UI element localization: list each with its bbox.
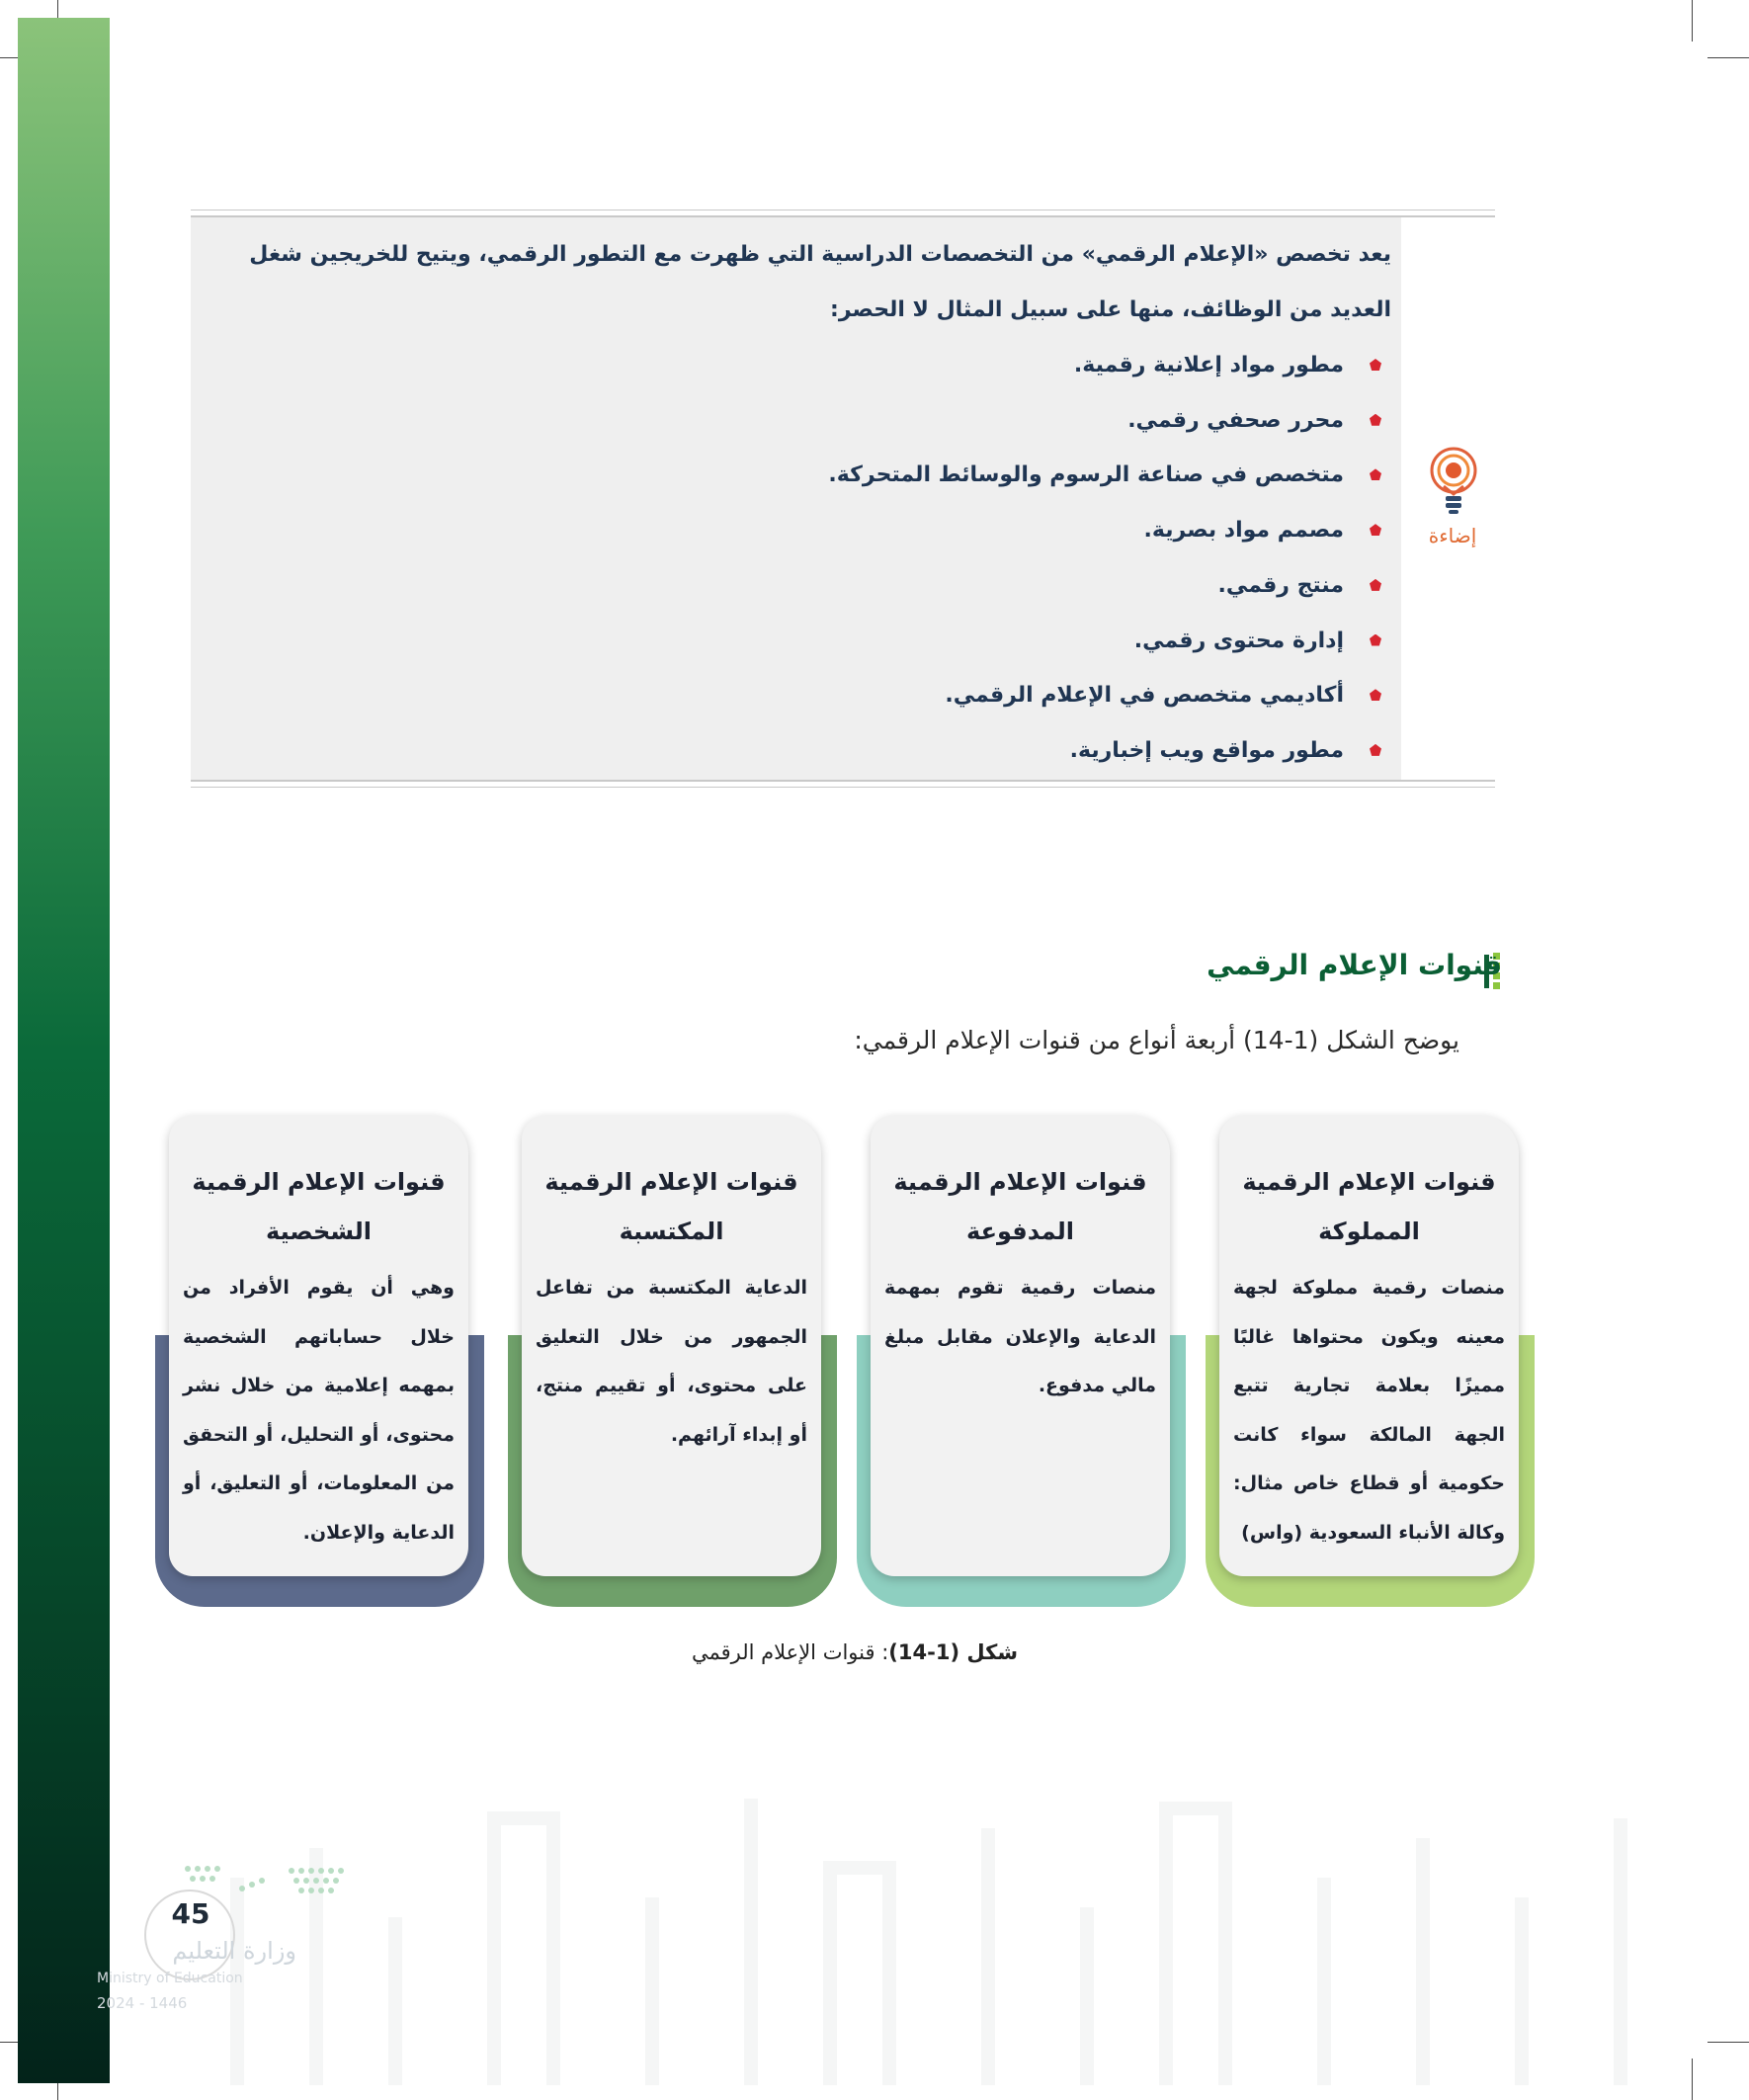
crop-mark	[1707, 57, 1749, 58]
lightbulb-icon	[1428, 447, 1479, 516]
ministry-logo-english: Ministry of Education	[97, 1971, 243, 1986]
card-title: قنوات الإعلام الرقمية المدفوعة	[893, 1168, 1147, 1245]
card-body: الدعاية المكتسبة من تفاعل الجمهور من خلال التعليق على محتوى، أو تقييم منتج، أو إبداء آرائهم.	[536, 1277, 807, 1446]
card-owned-media	[1206, 1116, 1535, 1607]
crop-mark	[1692, 0, 1693, 42]
card-paid-media	[857, 1116, 1186, 1607]
career-list	[215, 338, 1391, 779]
sidebar-gradient-strip	[18, 18, 110, 2083]
bullet-icon	[1370, 468, 1381, 480]
info-box-intro: يعد تخصص «الإعلام الرقمي» من التخصصات الدراسية التي ظهرت مع التطور الرقمي، ويتيح للخريجين شغل العديد من الوظائف، منها على سبيل المثال لا الحصر:	[249, 242, 1391, 322]
edition-year: 2024 - 1446	[97, 1994, 188, 2012]
bullet-icon	[1370, 524, 1381, 536]
list-item: مصمم مواد بصرية.	[215, 503, 1391, 558]
card-inner	[522, 1116, 821, 1576]
section-intro: يوضح الشكل (1-14) أربعة أنواع من قنوات الإعلام الرقمي:	[854, 1026, 1459, 1054]
info-box-label: إضاءة	[1428, 524, 1477, 547]
list-item: مطور مواقع ويب إخبارية.	[215, 723, 1391, 779]
list-item: متخصص في صناعة الرسوم والوسائط المتحركة.	[215, 448, 1391, 503]
card-inner	[1219, 1116, 1519, 1576]
card-personal-media	[155, 1116, 484, 1607]
page-number: 45	[171, 1897, 210, 1930]
card-title: قنوات الإعلام الرقمية المكتسبة	[544, 1168, 798, 1245]
bullet-icon	[1370, 634, 1381, 646]
figure-caption	[593, 1640, 1018, 1664]
card-body: منصات رقمية مملوكة لجهة معينه ويكون محتواها غالبًا مميزًا بعلامة تجارية تتبع الجهة المالكة سواء كانت حكومية أو قطاع خاص مثال: وكالة الأنباء السعودية (واس)	[1233, 1277, 1505, 1544]
bullet-icon	[1370, 689, 1381, 701]
card-inner	[871, 1116, 1170, 1576]
crop-mark	[1707, 2042, 1749, 2043]
info-box-bottom-rule	[191, 780, 1495, 788]
list-item: أكاديمي متخصص في الإعلام الرقمي.	[215, 668, 1391, 723]
info-box	[191, 210, 1495, 788]
list-item: مطور مواد إعلانية رقمية.	[215, 338, 1391, 393]
bullet-icon	[1370, 744, 1381, 756]
bullet-icon	[1370, 414, 1381, 426]
card-title: قنوات الإعلام الرقمية المملوكة	[1242, 1168, 1496, 1245]
ministry-logo-text: وزارة التعليم	[172, 1937, 296, 1965]
info-box-content	[215, 227, 1391, 779]
section-title: قنوات الإعلام الرقمي	[1207, 949, 1502, 981]
card-title: قنوات الإعلام الرقمية الشخصية	[192, 1168, 446, 1245]
figure-caption-label: شكل (1-14)	[888, 1640, 1018, 1664]
card-body: منصات رقمية تقوم بمهمة الدعاية والإعلان مقابل مبلغ مالي مدفوع.	[884, 1277, 1156, 1397]
card-inner	[169, 1116, 468, 1576]
list-item: منتج رقمي.	[215, 558, 1391, 614]
card-body: وهي أن يقوم الأفراد من خلال حساباتهم الشخصية بمهمه إعلامية من خلال نشر محتوى، أو التحليل، أو التحقق من المعلومات، أو التعليق، أو الدعاية والإعلان.	[183, 1277, 455, 1544]
skyline-watermark	[198, 1759, 1680, 2085]
bullet-icon	[1370, 579, 1381, 591]
figure-caption-text: : قنوات الإعلام الرقمي	[691, 1640, 889, 1664]
list-item: محرر صحفي رقمي.	[215, 393, 1391, 449]
list-item: إدارة محتوى رقمي.	[215, 614, 1391, 669]
bullet-icon	[1370, 359, 1381, 371]
info-box-top-rule	[191, 210, 1495, 217]
crop-mark	[1692, 2058, 1693, 2100]
card-earned-media	[508, 1116, 837, 1607]
